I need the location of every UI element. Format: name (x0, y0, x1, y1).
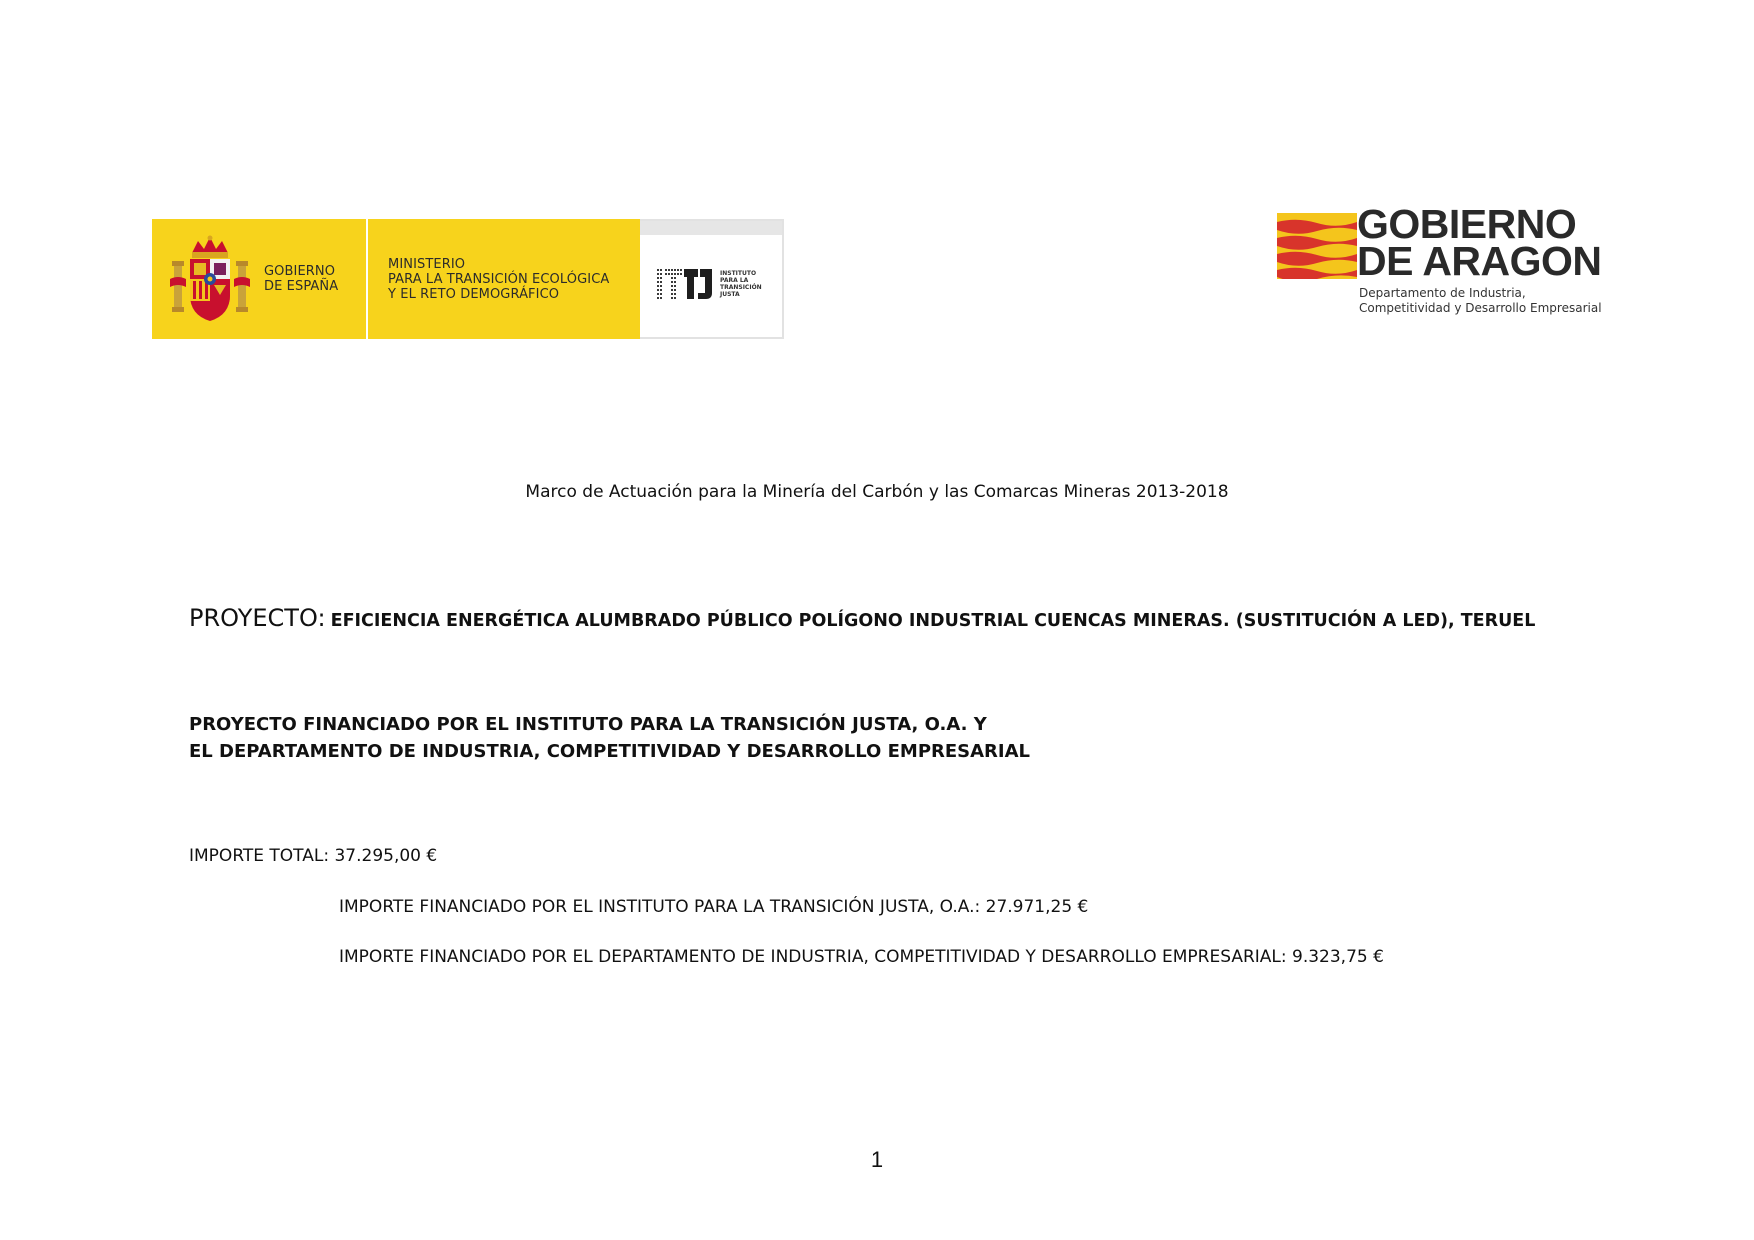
gobierno-line: GOBIERNO (264, 264, 336, 279)
aragon-dept-line-2: Competitividad y Desarrollo Empresarial (1359, 301, 1602, 315)
itj-line-1: INSTITUTO (720, 270, 757, 277)
coat-of-arms-icon (170, 235, 250, 323)
logo-gobierno-espana-ministerio-itj (152, 219, 784, 339)
itj-text (720, 270, 762, 298)
project-label: PROYECTO: (189, 604, 326, 632)
project-name: EFICIENCIA ENERGÉTICA ALUMBRADO PÚBLICO POLÍGONO INDUSTRIAL CUENCAS MINERAS. (SUSTITUCIÓN A LED), TERUEL (330, 611, 1536, 631)
ministerio-line-1: MINISTERIO (388, 256, 466, 272)
financed-by-line-2: EL DEPARTAMENTO DE INDUSTRIA, COMPETITIVIDAD Y DESARROLLO EMPRESARIAL (189, 741, 1031, 762)
page-number: 1 (870, 1147, 884, 1172)
aragon-department (1359, 286, 1602, 316)
logo-gobierno-aragon (1277, 201, 1617, 322)
itj-line-4: JUSTA (720, 291, 740, 298)
gobierno-espana-text (264, 264, 338, 294)
amount-total: IMPORTE TOTAL: 37.295,00 € (189, 846, 438, 866)
amount-itj: IMPORTE FINANCIADO POR EL INSTITUTO PARA LA TRANSICIÓN JUSTA, O.A.: 27.971,25 € (339, 897, 1089, 917)
aragon-flag-icon (1277, 213, 1357, 279)
frame-title: Marco de Actuación para la Minería del Carbón y las Comarcas Mineras 2013-2018 (525, 482, 1229, 502)
aragon-title (1357, 201, 1602, 284)
aragon-title-line-1: GOBIERNO (1357, 201, 1577, 247)
itj-line-2: PARA LA (720, 277, 749, 284)
project-heading (189, 604, 1535, 632)
de-espana-line: DE ESPAÑA (264, 279, 339, 294)
aragon-dept-line-1: Departamento de Industria, (1359, 286, 1526, 300)
amount-department: IMPORTE FINANCIADO POR EL DEPARTAMENTO DE INDUSTRIA, COMPETITIVIDAD Y DESARROLLO EMPRESARIAL: 9.323,75 € (339, 947, 1384, 967)
itj-segment (640, 219, 784, 339)
ministerio-line-2: PARA LA TRANSICIÓN ECOLÓGICA (388, 271, 610, 287)
ministerio-segment (366, 219, 640, 339)
itj-logo-icon (656, 267, 714, 301)
itj-line-3: TRANSICIÓN (720, 284, 762, 291)
aragon-title-line-2: DE ARAGON (1357, 238, 1602, 284)
financed-by-line-1: PROYECTO FINANCIADO POR EL INSTITUTO PARA LA TRANSICIÓN JUSTA, O.A. Y (189, 714, 987, 735)
gobierno-espana-segment (152, 219, 366, 339)
ministerio-text (388, 257, 609, 302)
ministerio-line-3: Y EL RETO DEMOGRÁFICO (388, 286, 560, 302)
